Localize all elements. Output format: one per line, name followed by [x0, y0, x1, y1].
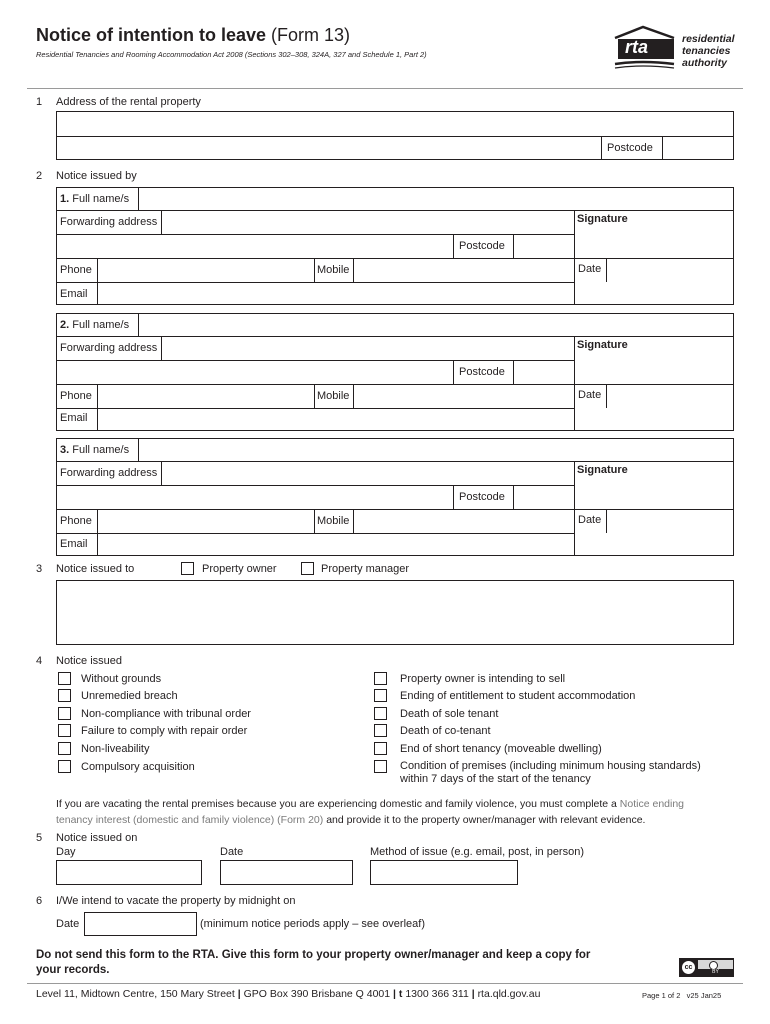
- divider: [57, 485, 574, 486]
- method-label: Method of issue (e.g. email, post, in person): [370, 846, 584, 858]
- dfv-text: If you are vacating the rental premises because you are experiencing domestic and family violence, you must complete a: [56, 798, 620, 810]
- date-label: Date: [220, 846, 244, 858]
- cc-by-label: BY: [698, 969, 733, 975]
- form-subtitle: Residential Tenancies and Rooming Accommodation Act 2008 (Sections 302–308, 324A, 327 and Schedule 1, Part 2): [36, 50, 427, 59]
- reason-checkbox-student-accommodation[interactable]: [374, 689, 387, 702]
- email-label: Email: [60, 412, 88, 424]
- forwarding-address-label: Forwarding address: [60, 467, 158, 479]
- logo-line-3: authority: [682, 57, 727, 69]
- section-1-number: 1: [36, 96, 43, 108]
- rta-logo: [612, 24, 738, 70]
- issuer-1-block: [56, 187, 734, 305]
- section-3-number: 3: [36, 563, 43, 575]
- issuer-3-date-input[interactable]: [607, 510, 733, 533]
- section-2-label: Notice issued by: [56, 170, 137, 182]
- section-6-label: I/We intend to vacate the property by midnight on: [56, 895, 296, 907]
- issuer-1-postcode-input[interactable]: [514, 235, 573, 258]
- signature-label: Signature: [577, 339, 628, 351]
- notice-day-input[interactable]: [56, 860, 202, 885]
- signature-label: Signature: [577, 464, 628, 476]
- reason-label: Condition of premises (including minimum housing standards): [400, 760, 701, 772]
- dfv-text-continued: and provide it to the property owner/manager with relevant evidence.: [323, 814, 646, 826]
- form-number: (Form 13): [271, 25, 351, 45]
- reason-label: Death of co-tenant: [400, 725, 491, 737]
- issuer-1-signature-field[interactable]: [575, 228, 733, 256]
- issuer-2-date-input[interactable]: [607, 385, 733, 408]
- postcode-input[interactable]: [663, 137, 733, 159]
- footer-divider: [27, 983, 743, 984]
- reason-checkbox-death-co-tenant[interactable]: [374, 724, 387, 737]
- divider: [57, 234, 574, 235]
- mobile-label: Mobile: [317, 264, 350, 276]
- forwarding-address-label: Forwarding address: [60, 342, 158, 354]
- reason-label: Unremedied breach: [81, 690, 178, 702]
- creative-commons-badge: [679, 958, 734, 977]
- logo-line-1: residential: [682, 33, 735, 45]
- footer-address: Level 11, Midtown Centre, 150 Mary Street: [36, 988, 235, 1000]
- footer-gpo: GPO Box 390 Brisbane Q 4001: [243, 988, 391, 1000]
- issuer-1-fullname-label: [60, 193, 129, 206]
- footer-phone-prefix: t: [398, 988, 403, 1000]
- date-label: Date: [578, 514, 602, 526]
- cc-by-panel: [698, 960, 733, 975]
- issuer-2-phone-input[interactable]: [98, 385, 313, 408]
- logo-line-2: tenancies: [682, 45, 731, 57]
- issuer-1-forwarding-input[interactable]: [162, 211, 573, 234]
- postcode-label: Postcode: [459, 366, 505, 378]
- divider: [453, 234, 454, 258]
- divider: [453, 485, 454, 509]
- form-title-text: Notice of intention to leave: [36, 25, 267, 45]
- warning-line-2: your records.: [36, 964, 110, 976]
- postcode-label: Postcode: [459, 240, 505, 252]
- issuer-1-fullname-input[interactable]: [139, 188, 733, 210]
- issuer-3-forwarding-input[interactable]: [162, 462, 573, 485]
- forwarding-address-label: Forwarding address: [60, 216, 158, 228]
- reason-checkbox-non-liveability[interactable]: [58, 742, 71, 755]
- section-4-number: 4: [36, 655, 43, 667]
- form-title: [36, 25, 350, 46]
- issuer-1-date-input[interactable]: [607, 259, 733, 282]
- footer-phone: 1300 366 311: [405, 988, 469, 1000]
- page-number: Page 1 of 2: [642, 991, 681, 1000]
- issuer-3-email-input[interactable]: [98, 534, 573, 555]
- signature-divider: [574, 210, 575, 304]
- reason-checkbox-short-tenancy[interactable]: [374, 742, 387, 755]
- reason-checkbox-without-grounds[interactable]: [58, 672, 71, 685]
- issuer-3-fullname-input[interactable]: [139, 439, 733, 461]
- reason-label: Without grounds: [81, 673, 162, 685]
- mobile-label: Mobile: [317, 515, 350, 527]
- signature-divider: [574, 336, 575, 430]
- issuer-3-signature-field[interactable]: [575, 479, 733, 507]
- fullname-text: Full name/s: [72, 444, 130, 456]
- issuer-3-phone-input[interactable]: [98, 510, 313, 533]
- divider: [314, 509, 315, 533]
- section-3-label: Notice issued to: [56, 563, 135, 575]
- vacate-date-label: Date: [56, 918, 80, 930]
- method-of-issue-input[interactable]: [370, 860, 518, 885]
- reason-checkbox-compulsory-acquisition[interactable]: [58, 760, 71, 773]
- property-manager-checkbox[interactable]: [301, 562, 314, 575]
- issuer-num: 1.: [60, 193, 70, 205]
- rta-logo-wordmark: [682, 33, 735, 69]
- section-1-label: Address of the rental property: [56, 96, 201, 108]
- issuer-2-forwarding-input[interactable]: [162, 337, 573, 360]
- footer-website-link[interactable]: rta.qld.gov.au: [477, 988, 541, 1000]
- reason-label-continued: within 7 days of the start of the tenancy: [400, 773, 591, 785]
- issuer-1-email-input[interactable]: [98, 283, 573, 304]
- property-owner-checkbox[interactable]: [181, 562, 194, 575]
- issuer-1-phone-input[interactable]: [98, 259, 313, 282]
- reason-label: Non-liveability: [81, 743, 150, 755]
- section-5-number: 5: [36, 832, 43, 844]
- rental-address-field[interactable]: [56, 111, 734, 160]
- section-4-label: Notice issued: [56, 655, 123, 667]
- signature-label: Signature: [577, 213, 628, 225]
- issuer-3-block: [56, 438, 734, 556]
- issuer-num: 2.: [60, 319, 70, 331]
- header-divider: [27, 88, 743, 89]
- reason-label: End of short tenancy (moveable dwelling): [400, 743, 602, 755]
- form-version: v25 Jan25: [686, 991, 722, 1000]
- email-label: Email: [60, 288, 88, 300]
- reason-checkbox-condition-of-premises[interactable]: [374, 760, 387, 773]
- fullname-text: Full name/s: [72, 193, 130, 205]
- rta-logo-letters: rta: [625, 37, 649, 57]
- date-label: Date: [578, 389, 602, 401]
- postcode-divider: [601, 136, 602, 159]
- page-info: [642, 991, 721, 1000]
- reason-checkbox-unremedied-breach[interactable]: [58, 689, 71, 702]
- form-20-link[interactable]: Notice ending: [619, 798, 685, 810]
- divider: [453, 360, 454, 384]
- do-not-send-warning: [36, 948, 590, 978]
- phone-label: Phone: [60, 390, 92, 402]
- reason-label: Compulsory acquisition: [81, 761, 195, 773]
- section-6-number: 6: [36, 895, 43, 907]
- issuer-2-block: [56, 313, 734, 431]
- section-2-number: 2: [36, 170, 43, 182]
- reason-checkbox-owner-selling[interactable]: [374, 672, 387, 685]
- issuer-2-email-input[interactable]: [98, 409, 573, 430]
- notice-date-input[interactable]: [220, 860, 353, 885]
- reason-checkbox-repair-order[interactable]: [58, 724, 71, 737]
- divider: [57, 360, 574, 361]
- issuer-3-mobile-input[interactable]: [354, 510, 573, 533]
- postcode-label: Postcode: [459, 491, 505, 503]
- date-label: Date: [578, 263, 602, 275]
- issuer-2-signature-field[interactable]: [575, 354, 733, 382]
- reason-label: Non-compliance with tribunal order: [81, 708, 251, 720]
- issuer-3-fullname-label: [60, 444, 129, 457]
- dfv-notice-paragraph: [56, 796, 746, 828]
- divider: [314, 258, 315, 282]
- postcode-label: Postcode: [607, 142, 653, 154]
- issuer-2-fullname-input[interactable]: [139, 314, 733, 336]
- address-row-divider: [57, 136, 733, 137]
- vacate-date-input[interactable]: [84, 912, 197, 936]
- issuer-2-mobile-input[interactable]: [354, 385, 573, 408]
- reason-checkbox-death-sole-tenant[interactable]: [374, 707, 387, 720]
- reason-label: Death of sole tenant: [400, 708, 499, 720]
- reason-checkbox-non-compliance[interactable]: [58, 707, 71, 720]
- phone-label: Phone: [60, 264, 92, 276]
- section-5-label: Notice issued on: [56, 832, 138, 844]
- reason-label: Property owner is intending to sell: [400, 673, 566, 685]
- fullname-text: Full name/s: [72, 319, 130, 331]
- day-label: Day: [56, 846, 76, 858]
- issuer-3-postcode-input[interactable]: [514, 486, 573, 509]
- form-20-link-continued[interactable]: tenancy interest (domestic and family violence) (Form 20): [56, 814, 324, 826]
- issuer-1-mobile-input[interactable]: [354, 259, 573, 282]
- divider: [574, 210, 733, 211]
- issuer-2-fullname-label: [60, 319, 129, 332]
- notice-recipient-textarea[interactable]: [56, 580, 734, 645]
- signature-divider: [574, 461, 575, 555]
- property-manager-label: Property manager: [321, 563, 410, 575]
- mobile-label: Mobile: [317, 390, 350, 402]
- issuer-num: 3.: [60, 444, 70, 456]
- divider: [314, 384, 315, 408]
- cc-icon: cc: [681, 960, 696, 975]
- issuer-2-postcode-input[interactable]: [514, 361, 573, 384]
- notice-period-hint: (minimum notice periods apply – see overleaf): [200, 918, 425, 930]
- phone-label: Phone: [60, 515, 92, 527]
- footer-contact-line: Level 11, Midtown Centre, 150 Mary Street | GPO Box 390 Brisbane Q 4001 | t 1300 366 311 | rta.qld.gov.au: [36, 988, 541, 1000]
- email-label: Email: [60, 538, 88, 550]
- warning-line-1: Do not send this form to the RTA. Give this form to your property owner/manager and keep a copy for: [36, 949, 591, 961]
- property-owner-label: Property owner: [202, 563, 277, 575]
- reason-label: Ending of entitlement to student accommodation: [400, 690, 636, 702]
- reason-label: Failure to comply with repair order: [81, 725, 248, 737]
